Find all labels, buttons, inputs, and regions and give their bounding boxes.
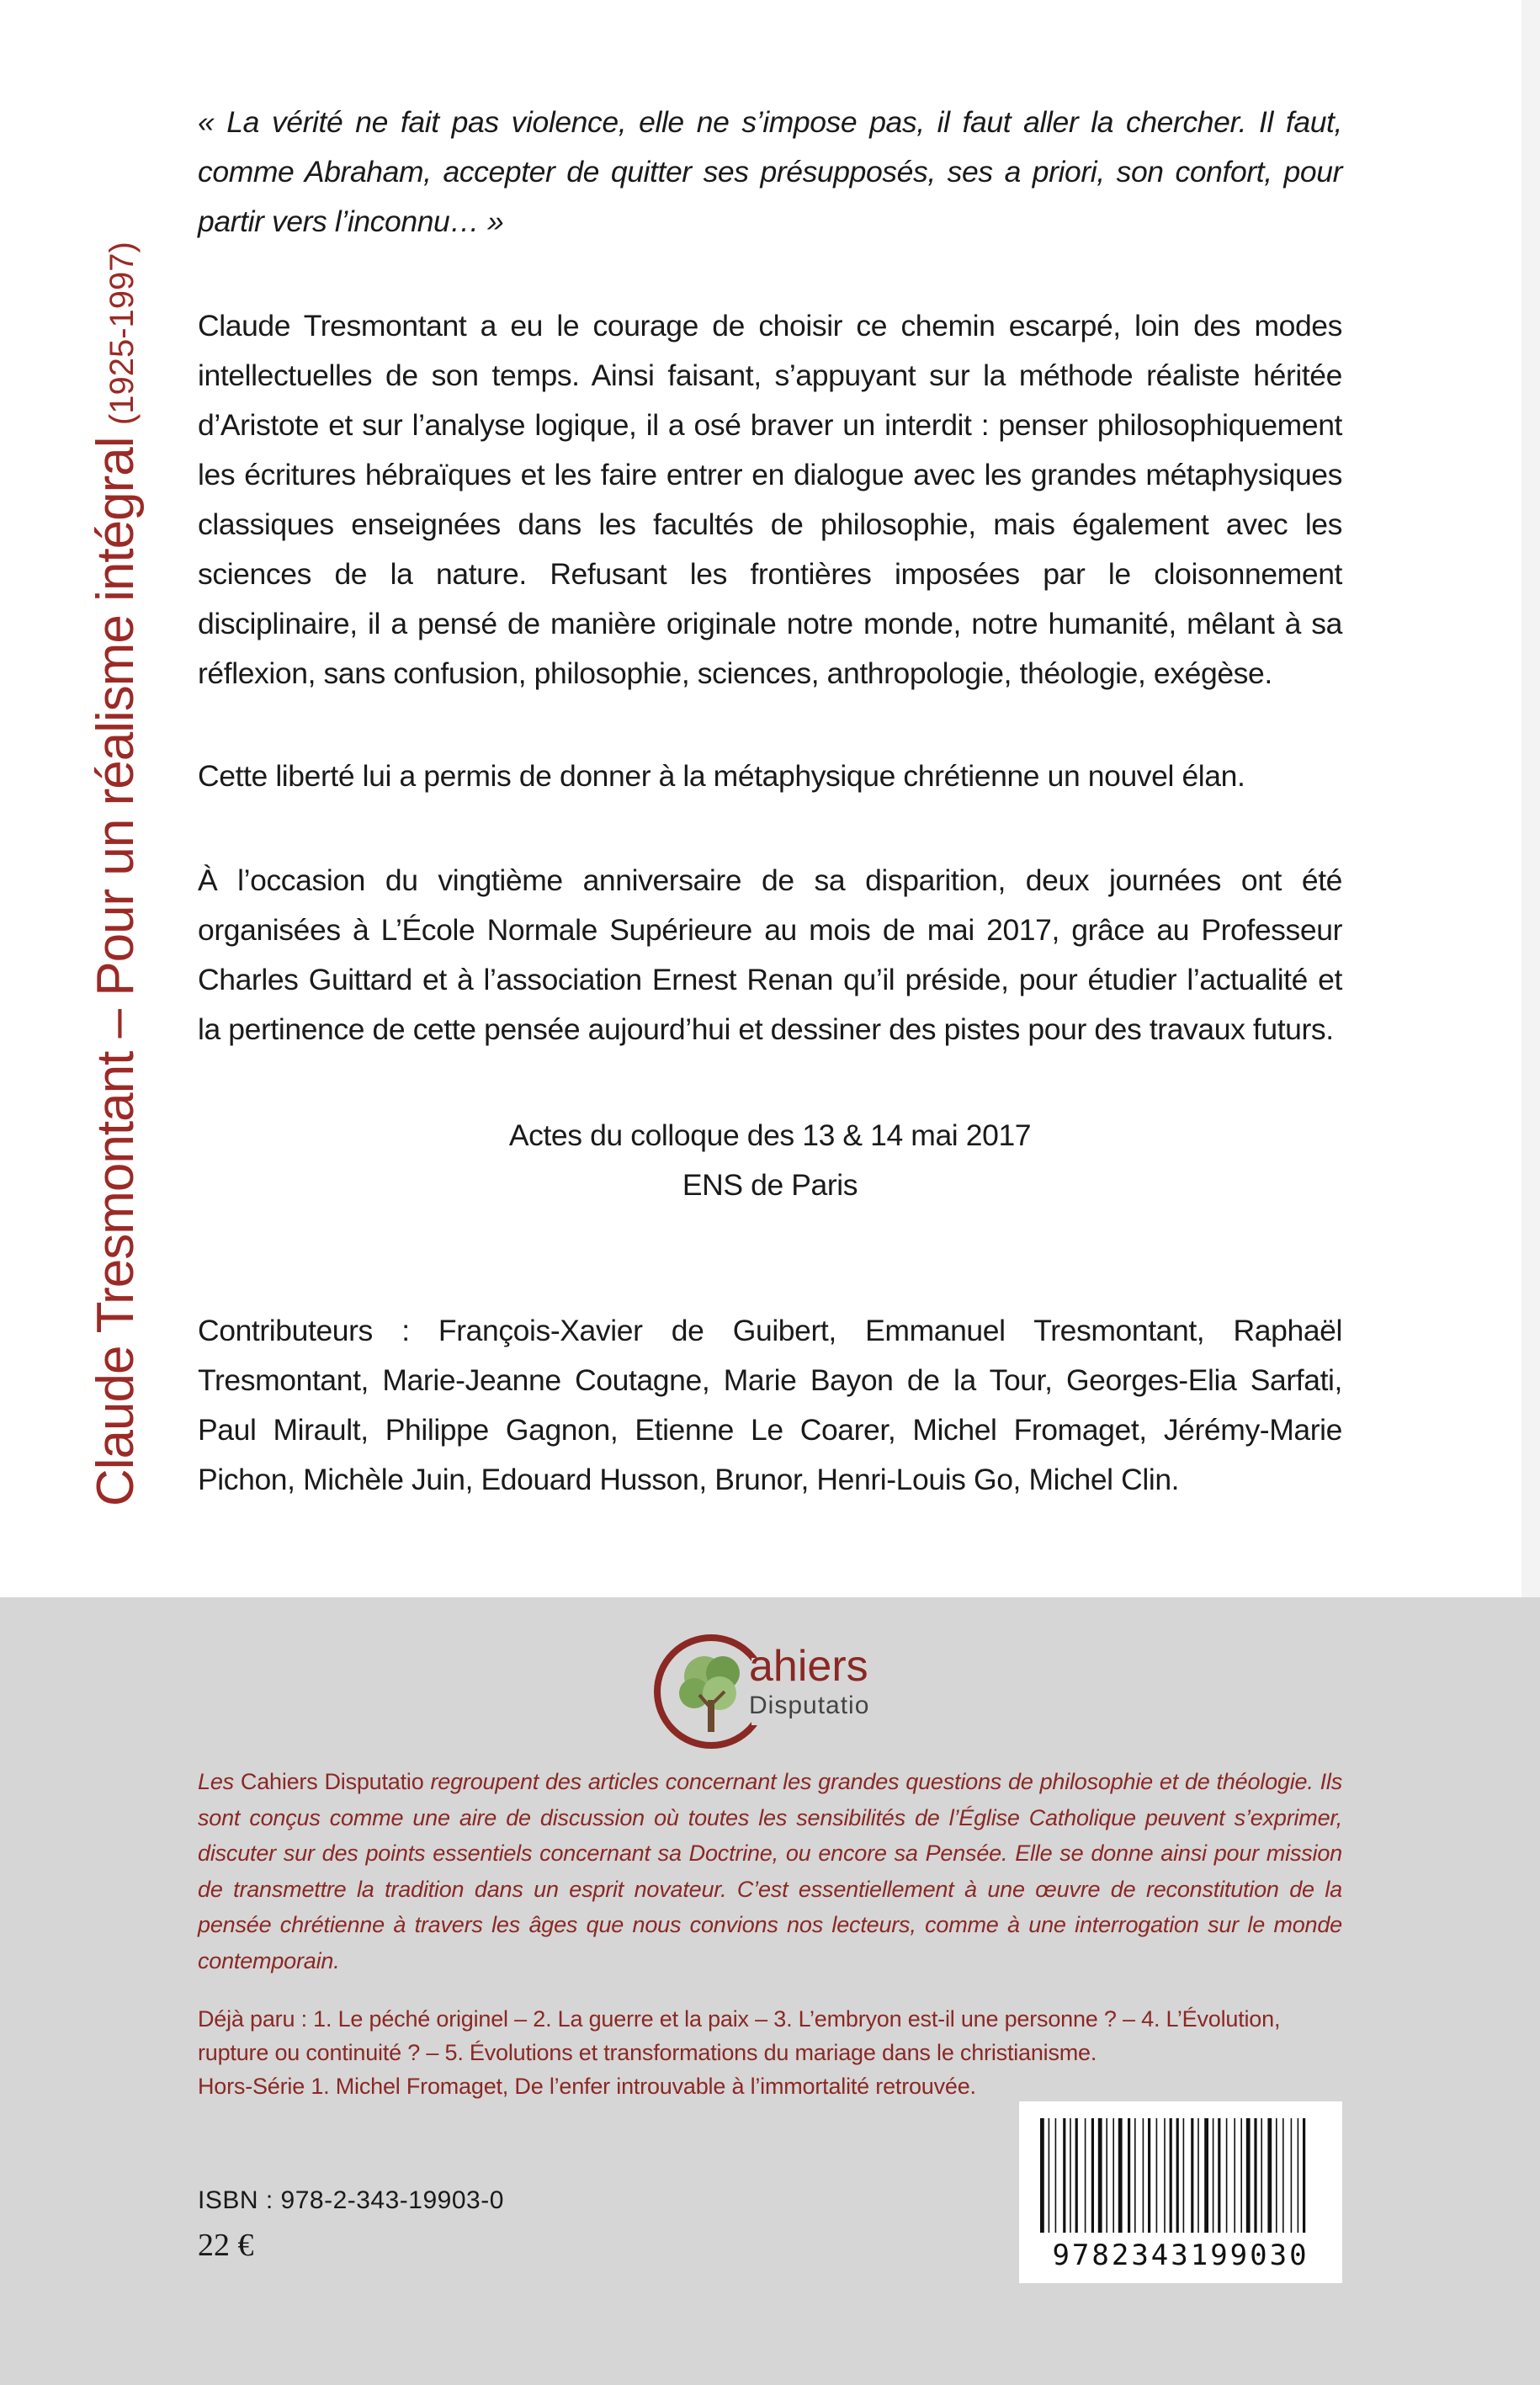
- previous-issues: [198, 2002, 1342, 2103]
- logo-title: ahiers: [749, 1642, 868, 1691]
- series-description: [198, 1764, 1342, 1979]
- paragraph-2: Cette liberté lui a permis de donner à la métaphysique chrétienne un nouvel élan.: [198, 759, 1245, 793]
- colloque-info: [198, 1111, 1342, 1210]
- paragraph-1: Claude Tresmontant a eu le courage de choisir ce chemin escarpé, loin des modes intellectuelles de son temps. Ainsi faisant, s’appuyant sur la méthode réaliste héritée d’Aristote et sur l’analyse logique, il a osé braver un interdit : penser philosophiquement les écritures hébraïques et les faire entrer en dialogue avec les grandes métaphysiques classiques enseignées dans les facultés de philosophie, mais également avec les sciences de la nature. Refusant les frontières imposées par le cloisonnement disciplinaire, il a pensé de manière originale notre monde, notre humanité, mêlant à sa réflexion, sans confusion, philosophie, sciences, anthropologie, théologie, exégèse.: [198, 309, 1342, 690]
- opening-quote: « La vérité ne fait pas violence, elle ne s’impose pas, il faut aller la chercher. Il faut, comme Abraham, accepter de quitter ses présupposés, ses a priori, son confort, pour partir vers l’inconnu… »: [198, 105, 1342, 238]
- colloque-line-1: Actes du colloque des 13 & 14 mai 2017: [508, 1118, 1032, 1152]
- hors-serie: Hors-Série 1. Michel Fromaget, De l’enfer introuvable à l’immortalité retrouvée.: [198, 2074, 976, 2099]
- price: 22 €: [198, 2228, 254, 2263]
- contributors: Contributeurs : François-Xavier de Guibert, Emmanuel Tresmontant, Raphaël Tresmontant, Marie-Jeanne Coutagne, Marie Bayon de la Tour, Georges-Elia Sarfati, Paul Mirault, Philippe Gagnon, Etienne Le Coarer, Michel Fromaget, Jérémy-Marie Pichon, Michèle Juin, Edouard Husson, Brunor, Henri-Louis Go, Michel Clin.: [198, 1314, 1342, 1496]
- series-lead: Les: [198, 1769, 234, 1794]
- spine-title: [86, 242, 146, 1506]
- spine-dates: (1925-1997): [104, 242, 141, 426]
- colloque-line-2: ENS de Paris: [682, 1168, 858, 1202]
- barcode-number: 9782343199030: [1052, 2239, 1309, 2272]
- paragraph-3: À l’occasion du vingtième anniversaire de sa disparition, deux journées ont été organisées à L’École Normale Supérieure au mois de mai 2017, grâce au Professeur Charles Guittard et à l’association Ernest Renan qu’il préside, pour étudier l’actualité et la pertinence de cette pensée aujourd’hui et dessiner des pistes pour des travaux futurs.: [198, 863, 1342, 1046]
- logo-subtitle: Disputatio: [749, 1692, 870, 1719]
- series-description-text: regroupent des articles concernant les grandes questions de philosophie et de théologie. Ils sont conçus comme une aire de discussion où toutes les sensibilités de l’Église Catholique peuvent s’exprimer, discuter sur des points essentiels concernant sa Doctrine, ou encore sa Pensée. Elle se donne ainsi pour mission de transmettre la tradition dans un esprit novateur. C’est essentiellement à une œuvre de reconstitution de la pensée chrétienne à travers les âges que nous convions nos lecteurs, comme à une interrogation sur le monde contemporain.: [198, 1769, 1342, 1973]
- barcode-icon: [1037, 2118, 1325, 2236]
- series-name: Cahiers Disputatio: [240, 1769, 424, 1794]
- cover-edge: [1521, 0, 1540, 1597]
- previous-issues-list: Déjà paru : 1. Le péché originel – 2. La guerre et la paix – 3. L’embryon est-il une personne ? – 4. L’Évolution, rupture ou continuité ? – 5. Évolutions et transformations du mariage dans le christianisme.: [198, 2006, 1281, 2065]
- isbn: ISBN : 978-2-343-19903-0: [198, 2186, 504, 2214]
- spine-main-title: Claude Tresmontant – Pour un réalisme intégral: [87, 437, 145, 1506]
